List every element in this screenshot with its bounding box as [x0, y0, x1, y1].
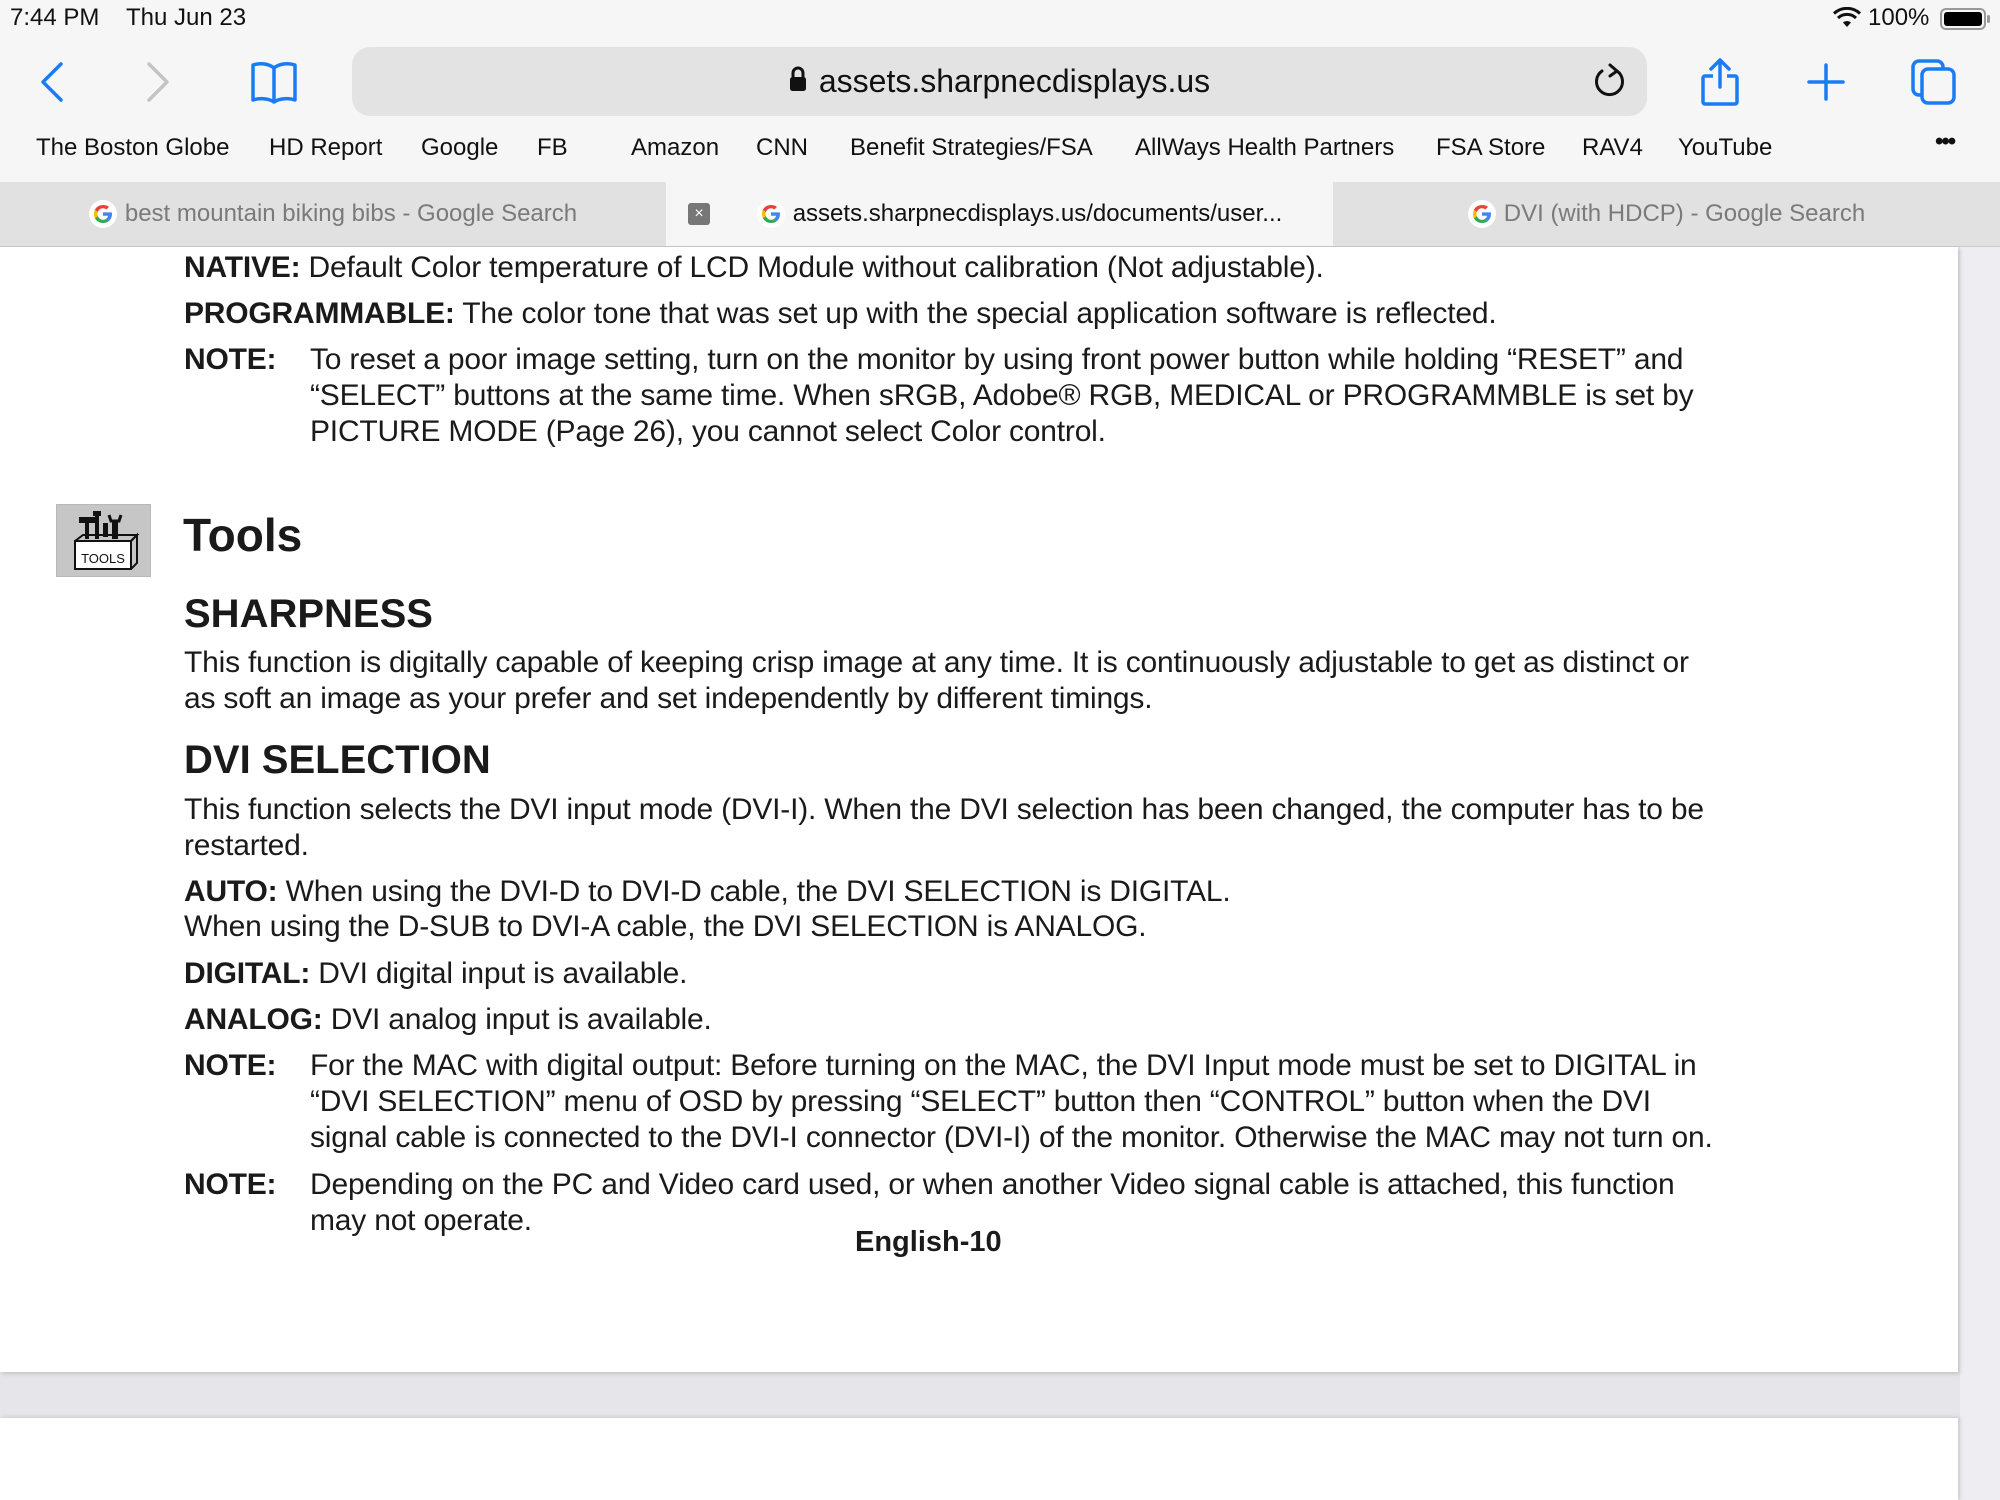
chevron-right-icon: [143, 60, 173, 104]
tab[interactable]: [1333, 182, 2000, 246]
note-text: signal cable is connected to the DVI-I connector (DVI-I) of the monitor. Otherwise the MAC may not turn on.: [310, 1121, 1713, 1154]
plus-icon: [1806, 62, 1846, 102]
bookmarks-more-button[interactable]: •••: [1935, 128, 1955, 155]
auto-line: AUTO: When using the DVI-D to DVI-D cable, the DVI SELECTION is DIGITAL.: [184, 875, 1231, 908]
note-label: NOTE:: [184, 343, 277, 376]
tab-bar: [0, 182, 2000, 247]
sharpness-text: This function is digitally capable of keeping crisp image at any time. It is continuously adjustable to get as distinct or: [184, 646, 1689, 679]
note-text: PICTURE MODE (Page 26), you cannot select Color control.: [310, 415, 1106, 448]
bookmark-item[interactable]: Amazon: [631, 134, 720, 161]
tab-title: DVI (with HDCP) - Google Search: [1503, 200, 1866, 227]
bookmark-item[interactable]: Benefit Strategies/FSA: [850, 134, 1093, 161]
note-text: “DVI SELECTION” menu of OSD by pressing “SELECT” button then “CONTROL” button when the DVI: [310, 1085, 1651, 1118]
sharpness-text: as soft an image as your prefer and set independently by different timings.: [184, 682, 1153, 715]
page-number: English-10: [855, 1226, 1002, 1258]
note-text: “SELECT” buttons at the same time. When sRGB, Adobe® RGB, MEDICAL or PROGRAMMBLE is set by: [310, 379, 1694, 412]
programmable-label: PROGRAMMABLE:: [184, 297, 455, 330]
battery-percent: 100%: [1868, 4, 1930, 31]
book-icon: [249, 60, 299, 104]
close-tab-icon[interactable]: ×: [688, 203, 710, 225]
bookmark-item[interactable]: FB: [537, 134, 568, 161]
new-tab-button[interactable]: [1796, 52, 1856, 112]
reload-icon[interactable]: [1592, 63, 1628, 106]
bookmark-item[interactable]: RAV4: [1582, 134, 1643, 161]
bookmark-item[interactable]: FSA Store: [1436, 134, 1546, 161]
battery-icon: [1940, 8, 1992, 35]
tab-active[interactable]: [666, 182, 1333, 246]
status-time: 7:44 PM: [10, 4, 100, 31]
auto-line-2: When using the D-SUB to DVI-A cable, the DVI SELECTION is ANALOG.: [184, 910, 1147, 943]
bookmark-item[interactable]: Google: [421, 134, 499, 161]
tabs-overview-button[interactable]: [1904, 52, 1964, 112]
browser-chrome: [0, 0, 2000, 182]
section-heading-tools: Tools: [183, 509, 303, 561]
wifi-icon: [1832, 7, 1862, 34]
pdf-page-next: [0, 1418, 1958, 1500]
digital-label: DIGITAL:: [184, 957, 311, 990]
tab[interactable]: [0, 182, 666, 246]
programmable-line: PROGRAMMABLE: The color tone that was set up with the special application software is reflected.: [184, 297, 1497, 330]
bookmark-item[interactable]: AllWays Health Partners: [1135, 134, 1395, 161]
bookmark-item[interactable]: CNN: [756, 134, 808, 161]
google-icon: [757, 200, 785, 228]
bookmark-item[interactable]: HD Report: [269, 134, 383, 161]
tab-title: best mountain biking bibs - Google Search: [124, 200, 578, 227]
analog-label: ANALOG:: [184, 1003, 323, 1036]
status-date: Thu Jun 23: [126, 4, 247, 31]
note-text: Depending on the PC and Video card used, or when another Video signal cable is attached, this function: [310, 1168, 1675, 1201]
note-text: To reset a poor image setting, turn on the monitor by using front power button while holding “RESET” and: [310, 343, 1684, 376]
auto-label: AUTO:: [184, 875, 278, 908]
svg-text:TOOLS: TOOLS: [81, 551, 125, 566]
note-label: NOTE:: [184, 1049, 277, 1082]
heading-sharpness: SHARPNESS: [184, 592, 433, 636]
native-line: NATIVE: Default Color temperature of LCD Module without calibration (Not adjustable).: [184, 251, 1324, 284]
bookmark-item[interactable]: The Boston Globe: [36, 134, 230, 161]
bookmarks-button[interactable]: [244, 52, 304, 112]
note-text: For the MAC with digital output: Before turning on the MAC, the DVI Input mode must be set to DIGITAL in: [310, 1049, 1697, 1082]
google-icon: [89, 200, 117, 228]
tab-title: assets.sharpnecdisplays.us/documents/user...: [792, 200, 1283, 227]
chevron-left-icon: [37, 60, 67, 104]
google-icon: [1468, 200, 1496, 228]
note-text: may not operate.: [310, 1204, 532, 1237]
toolbox-icon: [56, 504, 151, 577]
heading-dvi-selection: DVI SELECTION: [184, 738, 491, 782]
bookmarks-bar: [0, 128, 2000, 170]
note-label: NOTE:: [184, 1168, 277, 1201]
forward-button[interactable]: [128, 52, 188, 112]
native-label: NATIVE:: [184, 251, 301, 284]
lock-icon: [789, 66, 807, 97]
share-icon: [1699, 57, 1741, 107]
dvi-selection-text: This function selects the DVI input mode (DVI-I). When the DVI selection has been changed, the computer has to be: [184, 793, 1704, 826]
viewer-gutter: [1960, 247, 2000, 1500]
address-bar[interactable]: [352, 47, 1647, 116]
url-text[interactable]: assets.sharpnecdisplays.us: [818, 63, 1211, 99]
tabs-overview-icon: [1910, 58, 1958, 106]
back-button[interactable]: [22, 52, 82, 112]
analog-line: ANALOG: DVI analog input is available.: [184, 1003, 712, 1036]
dvi-selection-text: restarted.: [184, 829, 309, 862]
bookmark-item[interactable]: YouTube: [1678, 134, 1773, 161]
digital-line: DIGITAL: DVI digital input is available.: [184, 957, 688, 990]
share-button[interactable]: [1690, 52, 1750, 112]
